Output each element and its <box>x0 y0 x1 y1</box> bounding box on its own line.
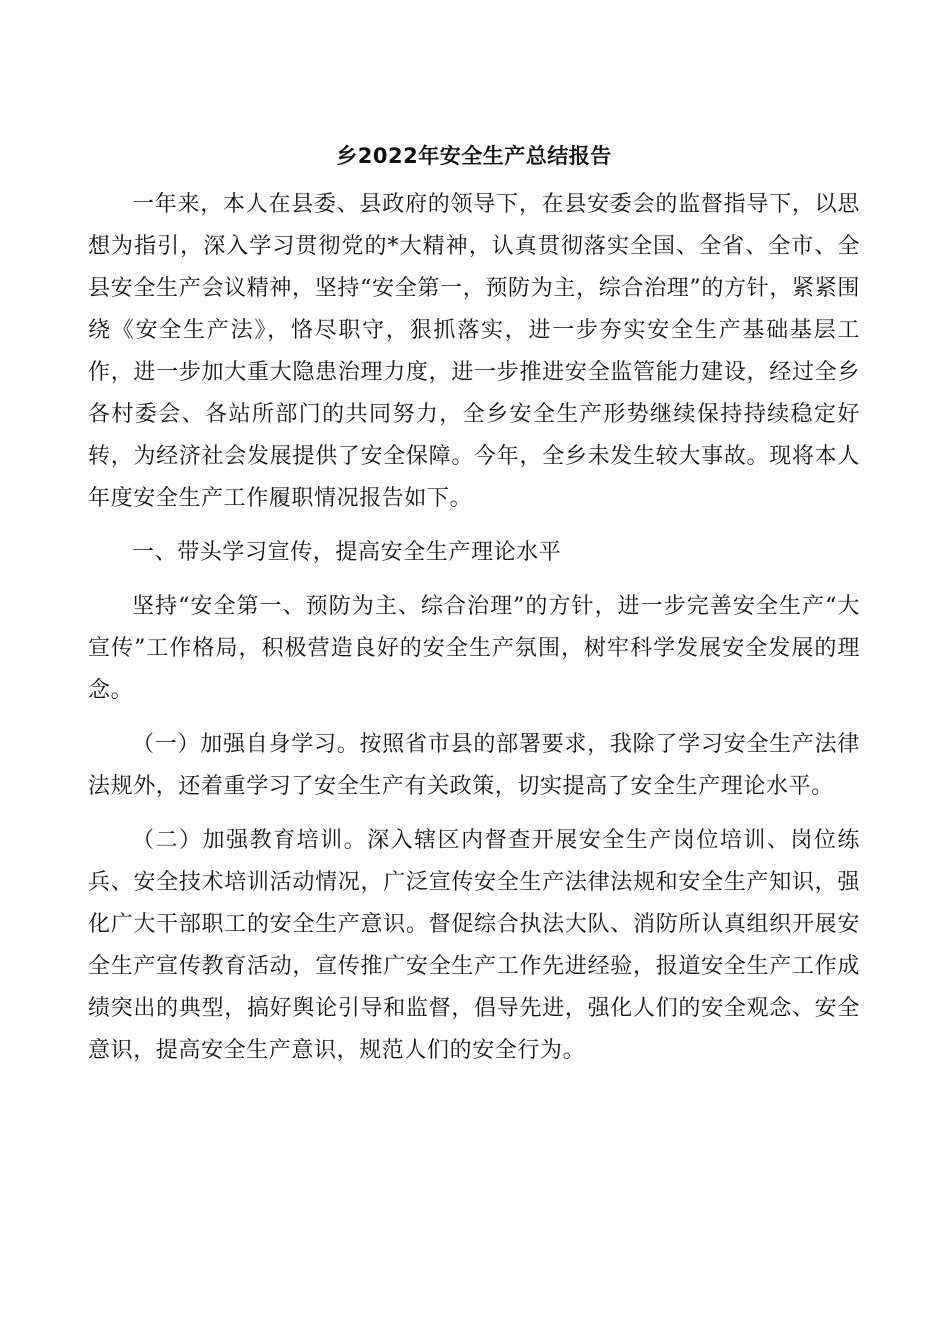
section-heading-1: 一、带头学习宣传，提高安全生产理论水平 <box>132 540 562 565</box>
paragraph-subsection-2: （二）加强教育培训。深入辖区内督查开展安全生产岗位培训、岗位练兵、安全技术培训活动情况，广泛宣传安全生产法律法规和安全生产知识，强化广大干部职工的安全生产意识。督促综合执法大队、消防所认真组织开展安全生产宣传教育活动，宣传推广安全生产工作先进经验，报道安全生产工作成绩突出的典型，搞好舆论引导和监督，倡导先进，强化人们的安全观念、安全意识，提高安全生产意识，规范人们的安全行为。 <box>88 828 860 1063</box>
document-title: 乡2022年安全生产总结报告 <box>336 144 612 168</box>
paragraph-intro: 一年来，本人在县委、县政府的领导下，在县安委会的监督指导下，以思想为指引，深入学习贯彻党的*大精神，认真贯彻落实全国、全省、全市、全县安全生产会议精神，坚持“安全第一，预防为主，综合治理”的方针，紧紧围绕《安全生产法》，恪尽职守，狠抓落实，进一步夯实安全生产基础基层工作，进一步加大重大隐患治理力度，进一步推进安全监管能力建设，经过全乡各村委会、各站所部门的共同努力，全乡安全生产形势继续保持持续稳定好转，为经济社会发展提供了安全保障。今年，全乡未发生较大事故。现将本人年度安全生产工作履职情况报告如下。 <box>88 192 860 511</box>
paragraph-subsection-1: （一）加强自身学习。按照省市县的部署要求，我除了学习安全生产法律法规外，还着重学习了安全生产有关政策，切实提高了安全生产理论水平。 <box>88 732 860 799</box>
document-body <box>88 140 860 1084</box>
paragraph-section-1: 坚持“安全第一、预防为主、综合治理”的方针，进一步完善安全生产“大宣传”工作格局，积极营造良好的安全生产氛围，树牢科学发展安全发展的理念。 <box>88 594 860 703</box>
